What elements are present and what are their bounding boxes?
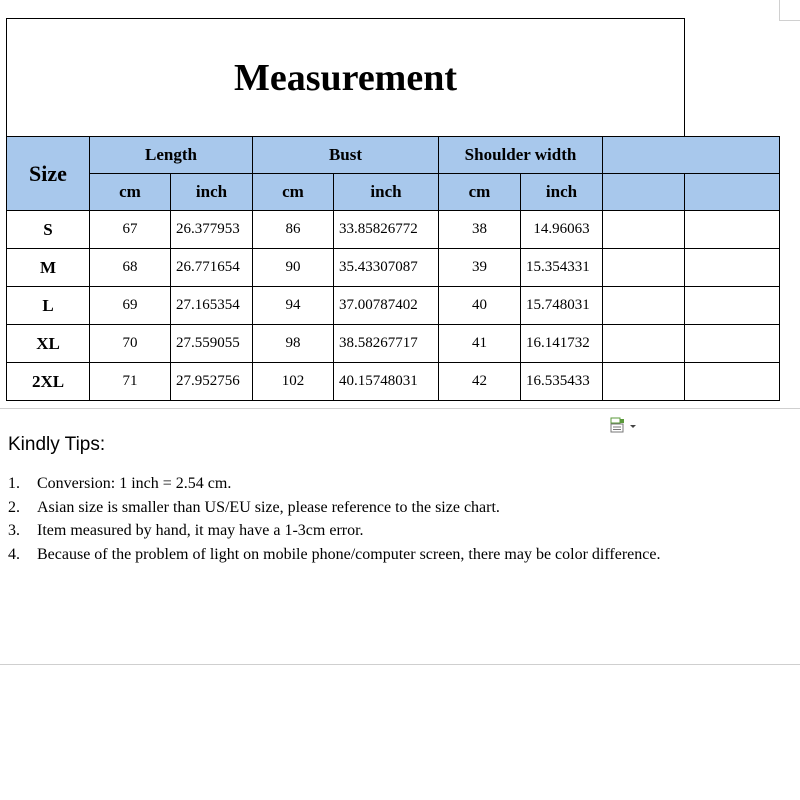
data-cell: 26.377953 — [171, 211, 253, 249]
empty-header-cell — [603, 174, 685, 211]
table-row — [7, 363, 780, 401]
empty-header-cell — [685, 174, 780, 211]
list-item — [8, 496, 688, 520]
size-cell: 2XL — [7, 363, 90, 401]
data-cell: 68 — [90, 249, 171, 287]
tips-title: Kindly Tips: — [8, 434, 106, 455]
size-cell: S — [7, 211, 90, 249]
size-cell: L — [7, 287, 90, 325]
data-cell: 40.15748031 — [334, 363, 439, 401]
data-cell: 35.43307087 — [334, 249, 439, 287]
data-cell: 39 — [439, 249, 521, 287]
data-cell: 86 — [253, 211, 334, 249]
data-cell: 37.00787402 — [334, 287, 439, 325]
size-cell: M — [7, 249, 90, 287]
sheet-gridline — [779, 20, 800, 21]
sheet-gridline — [779, 0, 780, 20]
unit-header: cm — [439, 174, 521, 211]
item-number: 3. — [8, 522, 20, 539]
list-item — [8, 472, 688, 496]
data-cell: 98 — [253, 325, 334, 363]
data-cell: 27.165354 — [171, 287, 253, 325]
item-text: Item measured by hand, it may have a 1-3cm error. — [37, 522, 364, 539]
table-title: Measurement — [7, 19, 685, 137]
data-cell: 40 — [439, 287, 521, 325]
data-cell: 70 — [90, 325, 171, 363]
data-cell: 41 — [439, 325, 521, 363]
data-cell: 15.354331 — [521, 249, 603, 287]
data-cell: 33.85826772 — [334, 211, 439, 249]
data-cell: 38 — [439, 211, 521, 249]
data-cell: 16.535433 — [521, 363, 603, 401]
empty-cell — [685, 249, 780, 287]
unit-header: inch — [334, 174, 439, 211]
group-header-length: Length — [90, 137, 253, 174]
empty-header-cell — [603, 137, 780, 174]
data-cell: 15.748031 — [521, 287, 603, 325]
data-cell: 90 — [253, 249, 334, 287]
data-cell: 14.96063 — [521, 211, 603, 249]
empty-cell — [603, 363, 685, 401]
empty-cell — [603, 211, 685, 249]
divider — [0, 408, 800, 409]
list-item — [8, 519, 688, 543]
unit-header: inch — [171, 174, 253, 211]
empty-cell — [685, 211, 780, 249]
table-row — [7, 287, 780, 325]
size-header: Size — [7, 137, 90, 211]
size-chart-table — [6, 18, 780, 401]
data-cell: 26.771654 — [171, 249, 253, 287]
group-header-bust: Bust — [253, 137, 439, 174]
list-item — [8, 543, 688, 567]
item-number: 2. — [8, 498, 20, 516]
item-text: Asian size is smaller than US/EU size, please reference to the size chart. — [37, 498, 500, 516]
item-text: Because of the problem of light on mobile phone/computer screen, there may be color difference. — [37, 545, 661, 563]
empty-cell — [685, 287, 780, 325]
data-cell: 67 — [90, 211, 171, 249]
data-cell: 38.58267717 — [334, 325, 439, 363]
empty-cell — [685, 325, 780, 363]
unit-header: cm — [90, 174, 171, 211]
table-row — [7, 325, 780, 363]
data-cell: 16.141732 — [521, 325, 603, 363]
group-header-shoulder: Shoulder width — [439, 137, 603, 174]
data-cell: 69 — [90, 287, 171, 325]
divider — [0, 664, 800, 665]
data-cell: 102 — [253, 363, 334, 401]
data-cell: 27.952756 — [171, 363, 253, 401]
item-text: Conversion: 1 inch = 2.54 cm. — [37, 475, 232, 492]
tips-list — [8, 472, 688, 566]
data-cell: 71 — [90, 363, 171, 401]
size-cell: XL — [7, 325, 90, 363]
table-row — [7, 211, 780, 249]
data-cell: 42 — [439, 363, 521, 401]
data-cell: 27.559055 — [171, 325, 253, 363]
data-cell: 94 — [253, 287, 334, 325]
empty-cell — [603, 325, 685, 363]
unit-header: cm — [253, 174, 334, 211]
item-number: 4. — [8, 545, 20, 563]
table-row — [7, 249, 780, 287]
empty-cell — [603, 249, 685, 287]
paste-options-icon[interactable] — [608, 417, 638, 435]
empty-cell — [603, 287, 685, 325]
unit-header: inch — [521, 174, 603, 211]
item-number: 1. — [8, 475, 20, 492]
empty-cell — [685, 363, 780, 401]
